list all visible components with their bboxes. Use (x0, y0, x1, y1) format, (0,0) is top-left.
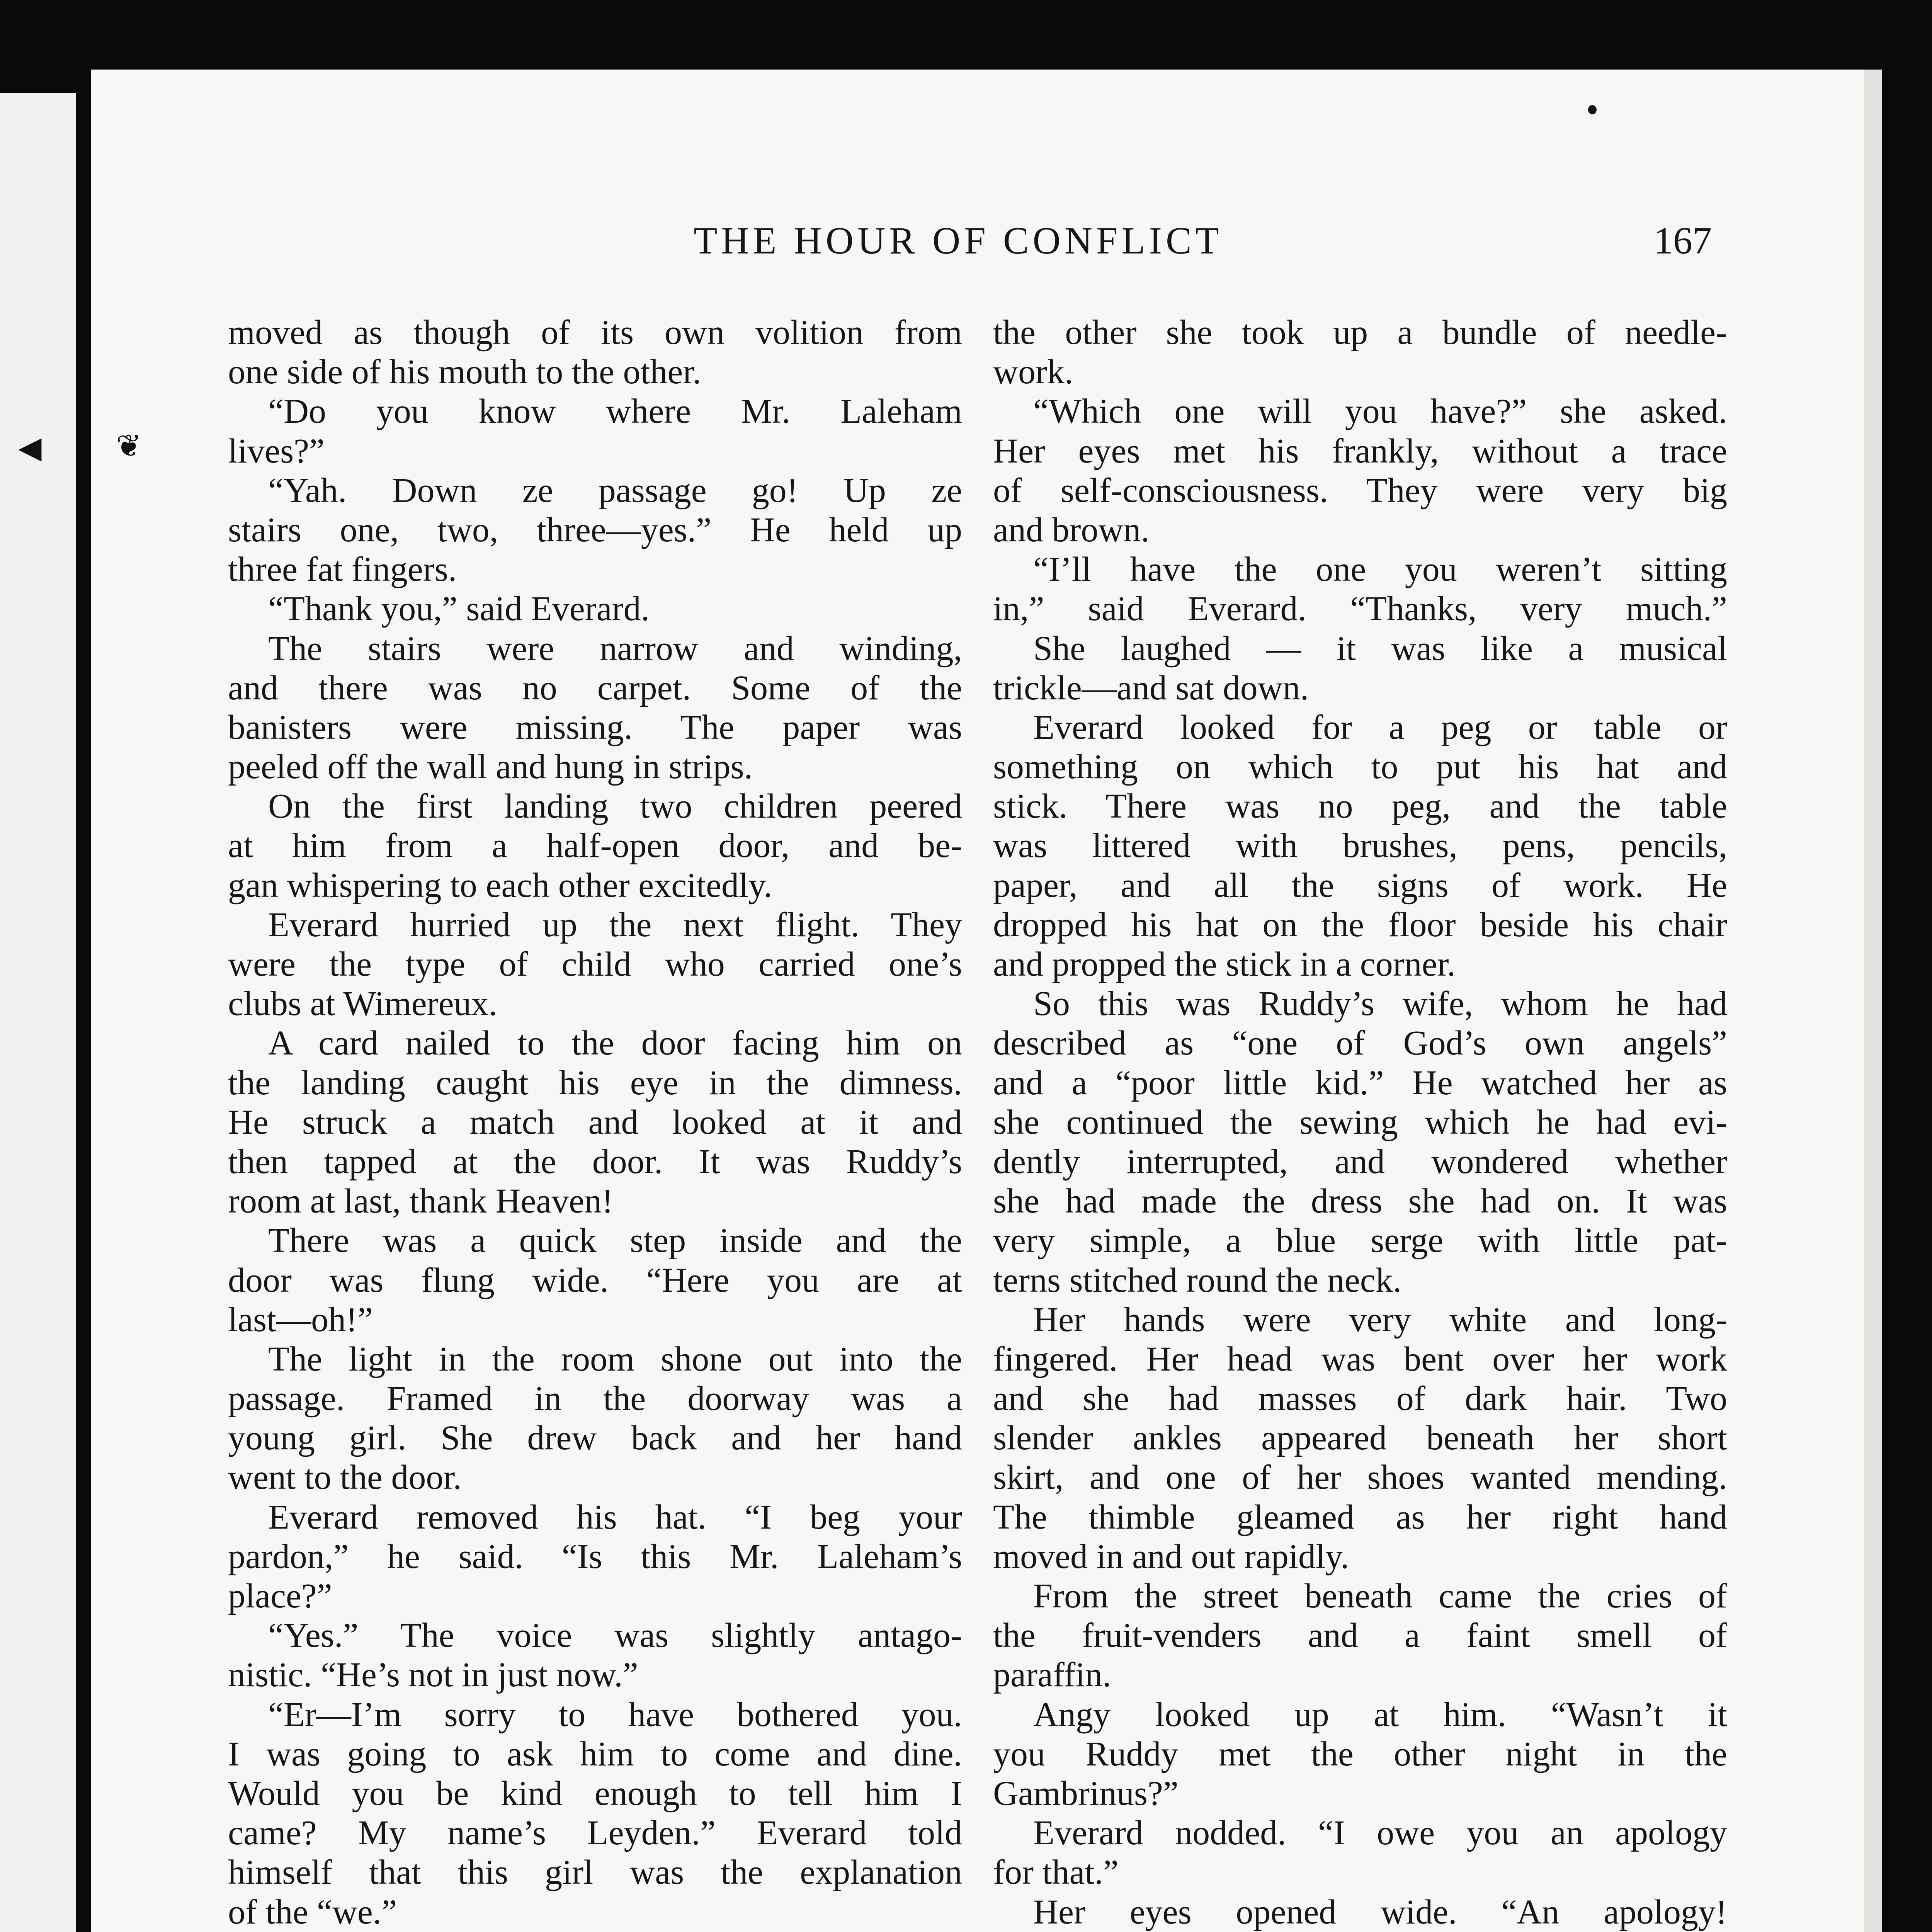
text-line: Angy looked up at him. “Wasn’t it (1033, 1695, 1727, 1734)
text-line: Everard removed his hat. “I beg your (268, 1498, 962, 1536)
text-line: Her eyes met his frankly, without a trace (993, 432, 1727, 470)
text-line: dently interrupted, and wondered whether (993, 1142, 1727, 1181)
text-line: very simple, a blue serge with little pat- (993, 1221, 1727, 1260)
page-edge-shadow (1864, 70, 1882, 1932)
text-line: “Yah. Down ze passage go! Up ze (268, 471, 962, 510)
text-line: Gambrinus?” (993, 1774, 1179, 1813)
running-title: THE HOUR OF CONFLICT (694, 219, 1223, 262)
text-line: “Which one will you have?” she asked. (1033, 392, 1727, 431)
text-line: at him from a half-open door, and be- (228, 827, 962, 865)
text-line: Everard hurried up the next flight. They (268, 905, 962, 944)
text-line: work. (993, 353, 1073, 391)
text-line: the other she took up a bundle of needle- (993, 313, 1727, 352)
text-line: The stairs were narrow and winding, (268, 629, 962, 668)
text-line: nistic. “He’s not in just now.” (228, 1656, 638, 1694)
text-line: paraffin. (993, 1656, 1111, 1694)
text-line: On the first landing two children peered (268, 787, 962, 826)
left-margin-arrow-icon: ◄ (11, 427, 49, 469)
text-line: the fruit-venders and a faint smell of (993, 1616, 1727, 1655)
text-line: was littered with brushes, pens, pencils, (993, 827, 1727, 865)
text-line: went to the door. (228, 1458, 462, 1497)
text-line: door was flung wide. “Here you are at (228, 1261, 962, 1299)
text-line: lives?” (228, 432, 325, 470)
text-line: passage. Framed in the doorway was a (228, 1379, 962, 1418)
text-line: moved in and out rapidly. (993, 1537, 1349, 1576)
text-line: “Er—I’m sorry to have bothered you. (268, 1695, 962, 1734)
text-line: A card nailed to the door facing him on (268, 1024, 962, 1063)
text-line: fingered. Her head was bent over her work (993, 1340, 1727, 1378)
text-line: slender ankles appeared beneath her short (993, 1419, 1727, 1458)
text-line: He struck a match and looked at it and (228, 1103, 962, 1141)
text-line: moved as though of its own volition from (228, 313, 962, 352)
text-line: clubs at Wimereux. (228, 985, 498, 1023)
text-line: were the type of child who carried one’s (228, 945, 962, 983)
text-line: young girl. She drew back and her hand (228, 1419, 962, 1458)
text-line: and a “poor little kid.” He watched her as (993, 1063, 1727, 1102)
text-line: for that.” (993, 1853, 1119, 1892)
text-line: I was going to ask him to come and dine. (228, 1735, 962, 1773)
text-line: described as “one of God’s own angels” (993, 1024, 1727, 1063)
text-line: and brown. (993, 510, 1150, 549)
text-line: “Do you know where Mr. Laleham (268, 392, 962, 431)
text-line: Everard nodded. “I owe you an apology (1033, 1814, 1727, 1852)
text-line: trickle—and sat down. (993, 668, 1309, 707)
text-line: There was a quick step inside and the (268, 1221, 962, 1260)
text-line: three fat fingers. (228, 550, 457, 589)
text-line: you Ruddy met the other night in the (993, 1735, 1727, 1773)
text-line: room at last, thank Heaven! (228, 1182, 614, 1221)
text-line: of self-consciousness. They were very big (993, 471, 1727, 510)
text-line: Everard looked for a peg or table or (1033, 708, 1727, 747)
right-column (993, 313, 1727, 1932)
facing-page-edge (0, 93, 76, 1932)
text-line: The thimble gleamed as her right hand (993, 1498, 1727, 1536)
text-line: From the street beneath came the cries of (1033, 1577, 1727, 1615)
text-line: came? My name’s Leyden.” Everard told (228, 1814, 962, 1852)
margin-flourish-icon: ❦ (116, 429, 142, 463)
text-line: terns stitched round the neck. (993, 1261, 1402, 1299)
text-line: and there was no carpet. Some of the (228, 668, 962, 707)
text-line: then tapped at the door. It was Ruddy’s (228, 1142, 962, 1181)
text-line: one side of his mouth to the other. (228, 353, 701, 391)
text-line: paper, and all the signs of work. He (993, 866, 1727, 905)
text-line: of the “we.” (228, 1893, 397, 1931)
text-line: the landing caught his eye in the dimness. (228, 1063, 962, 1102)
text-line: skirt, and one of her shoes wanted mending. (993, 1458, 1727, 1497)
text-line: pardon,” he said. “Is this Mr. Laleham’s (228, 1537, 962, 1576)
text-line: “Thank you,” said Everard. (268, 590, 650, 628)
text-line: stairs one, two, three—yes.” He held up (228, 510, 962, 549)
text-line: in,” said Everard. “Thanks, very much.” (993, 590, 1727, 628)
text-line: dropped his hat on the floor beside his chair (993, 905, 1727, 944)
text-line: she had made the dress she had on. It was (993, 1182, 1727, 1221)
text-line: something on which to put his hat and (993, 748, 1727, 786)
text-line: Her hands were very white and long- (1033, 1300, 1727, 1339)
text-line: gan whispering to each other excitedly. (228, 866, 772, 905)
text-line: banisters were missing. The paper was (228, 708, 962, 747)
text-line: So this was Ruddy’s wife, whom he had (1033, 985, 1727, 1023)
ink-speck (1588, 105, 1597, 114)
text-line: place?” (228, 1577, 332, 1615)
left-column (228, 313, 962, 1932)
text-line: himself that this girl was the explanation (228, 1853, 962, 1892)
text-line: stick. There was no peg, and the table (993, 787, 1727, 826)
text-line: “I’ll have the one you weren’t sitting (1033, 550, 1727, 589)
text-line: Would you be kind enough to tell him I (228, 1774, 962, 1813)
text-line: She laughed — it was like a musical (1033, 629, 1727, 668)
text-line: “Yes.” The voice was slightly antago- (268, 1616, 962, 1655)
page-number: 167 (1654, 219, 1712, 262)
text-line: peeled off the wall and hung in strips. (228, 748, 753, 786)
text-line: last—oh!” (228, 1300, 373, 1339)
text-line: and propped the stick in a corner. (993, 945, 1456, 983)
text-line: Her eyes opened wide. “An apology! (1033, 1893, 1727, 1931)
text-line: The light in the room shone out into the (268, 1340, 962, 1378)
text-line: and she had masses of dark hair. Two (993, 1379, 1727, 1418)
text-line: she continued the sewing which he had evi- (993, 1103, 1727, 1141)
